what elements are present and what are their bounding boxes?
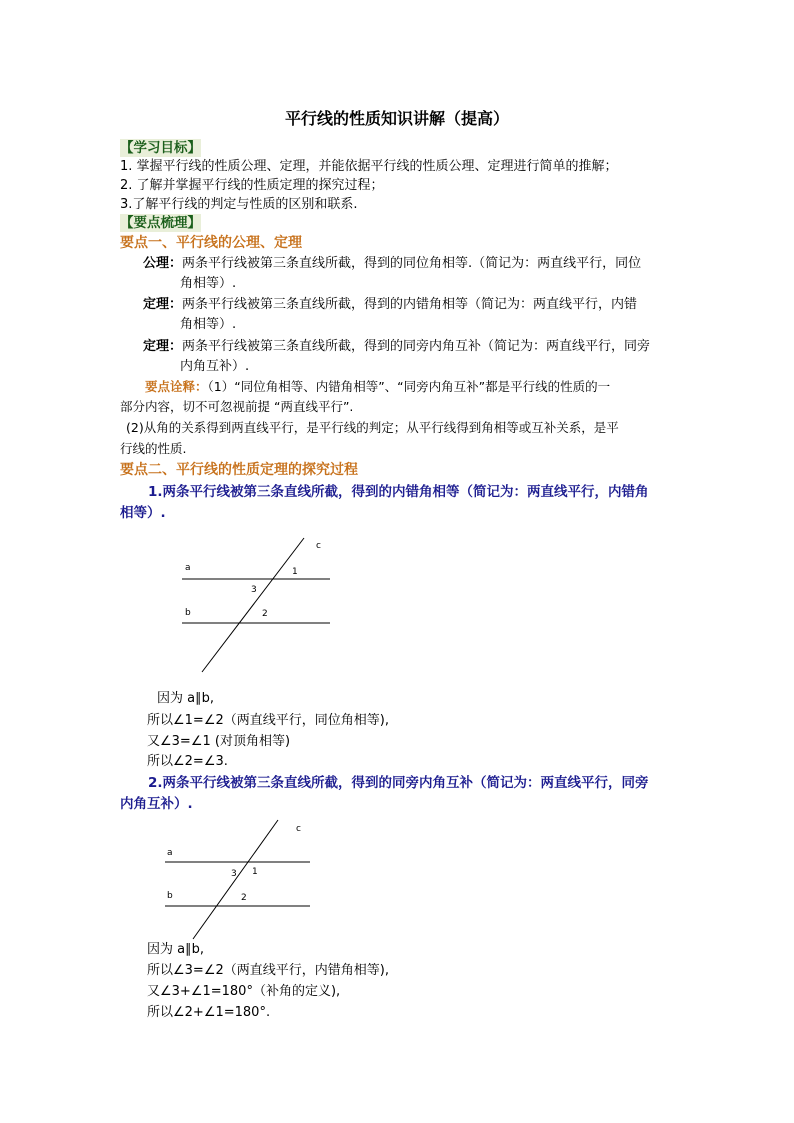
parallel-lines-figure-1 [170,530,340,680]
section-2-title-1: 2.两条平行线被第三条直线所截，得到的同旁内角互补（简记为：两直线平行，同旁 [148,775,649,791]
label-angle-3: 3 [251,585,257,595]
theorem-1-label: 定理： [143,297,183,312]
label-a: a [185,563,191,573]
point-two-heading: 要点二、平行线的性质定理的探究过程 [120,462,358,478]
axiom-line-1 [143,255,641,273]
parallel-lines-figure-2 [155,815,325,945]
proof-1-step-4: 所以∠2=∠3. [147,754,228,769]
goals-heading: 【学习目标】 [120,140,201,156]
goal-item-1: 1. 掌握平行线的性质公理、定理，并能依据平行线的性质公理、定理进行简单的推解； [120,159,618,174]
note-label: 要点诠释： [145,379,208,394]
label-c: c [296,824,301,834]
section-1-title-2: 相等）. [120,505,166,521]
proof-2-step-4: 所以∠2+∠1=180°. [147,1005,271,1020]
label-b: b [167,891,173,901]
goal-item-3: 3.了解平行线的判定与性质的区别和联系. [120,197,358,212]
proof-1-step-2: 所以∠1=∠2（两直线平行，同位角相等), [147,713,389,728]
points-heading: 【要点梳理】 [120,215,201,231]
note-text-3: (2)从角的关系得到两直线平行，是平行线的判定；从平行线得到角相等或互补关系，是平 [126,420,619,435]
axiom-text-1: 两条平行线被第三条直线所截，得到的同位角相等.（简记为：两直线平行，同位 [182,256,642,271]
label-angle-2: 2 [262,609,268,619]
theorem-2-label: 定理： [143,339,183,354]
note-text-1: （1）“同位角相等、内错角相等”、“同旁内角互补”都是平行线的性质的一 [207,379,611,394]
note-text-4: 行线的性质. [120,441,187,456]
section-1-title-1: 1.两条平行线被第三条直线所截，得到的内错角相等（简记为：两直线平行，内错角 [148,484,649,500]
label-angle-2: 2 [241,893,247,903]
proof-1-step-1: 因为 a∥b, [157,691,214,706]
proof-2-step-2: 所以∠3=∠2（两直线平行，内错角相等), [147,963,389,978]
theorem-1-text-1: 两条平行线被第三条直线所截，得到的内错角相等（简记为：两直线平行，内错 [182,297,638,312]
page-title: 平行线的性质知识讲解（提高） [284,109,509,128]
transversal-c [202,538,304,672]
note-text-2: 部分内容，切不可忽视前提 “两直线平行”. [120,399,354,414]
proof-1-step-3: 又∠3=∠1 (对顶角相等) [147,734,291,749]
point-one-heading: 要点一、平行线的公理、定理 [120,235,302,251]
theorem-2-text-1: 两条平行线被第三条直线所截，得到的同旁内角互补（简记为：两直线平行，同旁 [182,339,651,354]
axiom-label: 公理： [143,256,183,271]
proof-2-step-3: 又∠3+∠1=180°（补角的定义), [147,984,341,999]
theorem-1-text-2: 角相等）. [180,317,237,332]
label-angle-1: 1 [292,567,298,577]
label-c: c [316,541,321,551]
goal-item-2: 2. 了解并掌握平行线的性质定理的探究过程； [120,178,384,193]
theorem-2-text-2: 内角互补）. [180,359,250,374]
label-angle-3: 3 [231,869,237,879]
label-a: a [167,848,173,858]
label-b: b [185,608,191,618]
label-angle-1: 1 [252,867,258,877]
transversal-c [193,820,278,939]
proof-2-step-1: 因为 a∥b, [147,942,204,957]
theorem-1-line-1 [143,296,637,314]
note-line-1 [145,378,610,396]
axiom-text-2: 角相等）. [180,276,237,291]
theorem-2-line-1 [143,338,650,356]
section-2-title-2: 内角互补）. [120,796,193,812]
